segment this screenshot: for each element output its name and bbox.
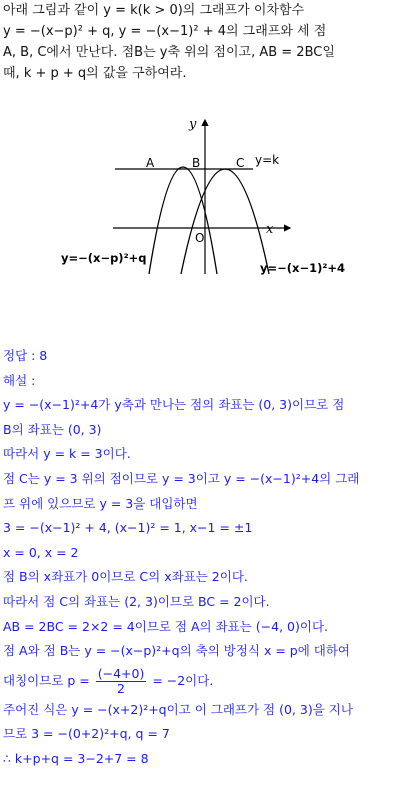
solution-line-7: x = 0, x = 2 (3, 544, 79, 560)
left-parabola (149, 167, 217, 274)
origin-label: O (195, 231, 205, 245)
x-axis-label: x (266, 222, 274, 237)
solution-line-12-pre: 대칭이므로 p = (3, 672, 90, 688)
problem-line-2: y = −(x−p)² + q, y = −(x−1)² + 4의 그래프와 세 점 (3, 24, 327, 39)
answer-line: 정답 : 8 (3, 348, 48, 363)
solution (3, 344, 399, 772)
right-curve-label: y=−(x−1)²+4 (260, 261, 346, 275)
solution-line-4: 점 C는 y = 3 위의 점이므로 y = 3이고 y = −(x−1)²+4의 그래 (3, 470, 360, 486)
parabola-figure (55, 112, 375, 292)
solution-heading: 해설 : (3, 372, 36, 388)
left-curve-label: y=−(x−p)²+q (61, 251, 147, 265)
solution-line-9: 따라서 점 C의 좌표는 (2, 3)이므로 BC = 2이다. (3, 593, 270, 609)
problem-line-1: 아래 그림과 같이 y = k(k > 0)의 그래프가 이차함수 (3, 3, 305, 18)
point-c-label: C (236, 156, 245, 170)
solution-line-5: 프 위에 있으므로 y = 3을 대입하면 (3, 495, 198, 511)
solution-line-10: AB = 2BC = 2×2 = 4이므로 점 A의 좌표는 (−4, 0)이다. (3, 618, 329, 634)
solution-line-1: y = −(x−1)²+4가 y축과 만나는 점의 좌표는 (0, 3)이므로 점 (3, 397, 345, 413)
fraction-denominator: 2 (117, 680, 125, 696)
y-axis-label: y (189, 117, 197, 132)
right-parabola (181, 169, 269, 274)
solution-line-12 (3, 664, 399, 698)
solution-line-12-post: = −2이다. (152, 672, 214, 688)
solution-line-8: 점 B의 x좌표가 0이므로 C의 x좌표는 2이다. (3, 569, 248, 585)
problem-line-3: A, B, C에서 만난다. 점B는 y축 위의 점이고, AB = 2BC일 (3, 45, 335, 60)
solution-line-11: 점 A와 점 B는 y = −(x−p)²+q의 축의 방정식 x = p에 대하여 (3, 643, 350, 659)
point-b-label: B (192, 156, 201, 170)
solution-line-13: 주어진 식은 y = −(x+2)²+q이고 이 그래프가 점 (0, 3)을 지나 (3, 701, 353, 717)
problem-statement (3, 0, 399, 84)
solution-line-14: 므로 3 = −(0+2)²+q, q = 7 (3, 726, 170, 742)
problem-line-4: 때, k + p + q의 값을 구하여라. (3, 66, 187, 81)
solution-line-6: 3 = −(x−1)² + 4, (x−1)² = 1, x−1 = ±1 (3, 520, 253, 536)
fraction-numerator: (−4+0) (97, 665, 145, 681)
solution-line-3: 따라서 y = k = 3이다. (3, 446, 131, 462)
line-y-equals-k-label: y=k (255, 153, 280, 167)
point-a-label: A (146, 156, 155, 170)
fraction (96, 667, 147, 696)
solution-line-15: ∴ k+p+q = 3−2+7 = 8 (3, 750, 149, 766)
solution-line-2: B의 좌표는 (0, 3) (3, 421, 102, 437)
